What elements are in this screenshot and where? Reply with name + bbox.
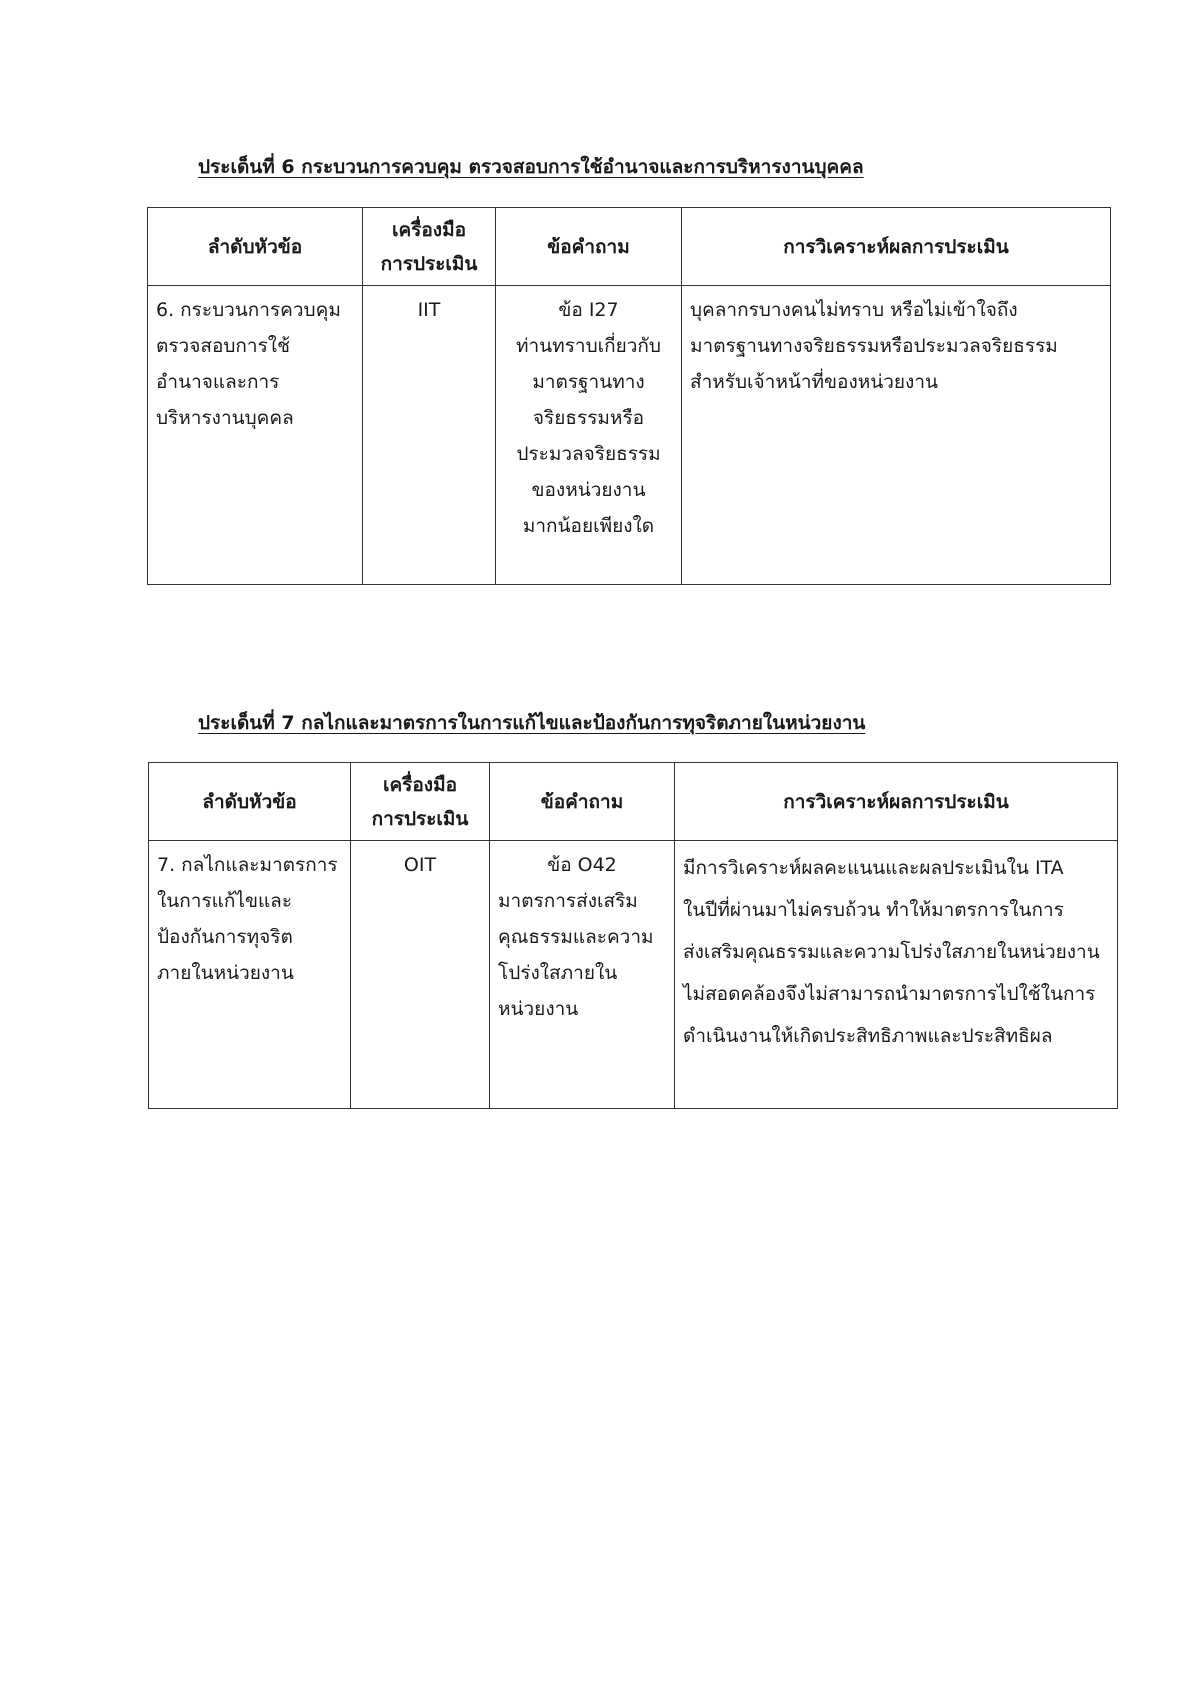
tool-value: OIT: [403, 854, 437, 876]
header-analysis: การวิเคราะห์ผลการประเมิน: [675, 763, 1118, 841]
question-line: มาตรฐานทาง: [532, 371, 645, 393]
topic-line: บริหารงานบุคคล: [156, 407, 294, 429]
question-line: ท่านทราบเกี่ยวกับ: [515, 335, 661, 357]
topic-line: 7. กลไกและมาตรการ: [157, 854, 338, 876]
header-tool-line1: เครื่องมือ: [391, 218, 467, 241]
topic-line: 6. กระบวนการควบคุม: [156, 299, 341, 321]
analysis-line: สำหรับเจ้าหน้าที่ของหน่วยงาน: [690, 371, 938, 393]
cell-question: [496, 286, 682, 585]
header-topic: ลำดับหัวข้อ: [149, 763, 351, 841]
analysis-line: มีการวิเคราะห์ผลคะแนนและผลประเมินใน ITA: [683, 857, 1064, 879]
question-line: มาตรการส่งเสริม: [498, 890, 638, 912]
question-line: ของหน่วยงาน: [531, 479, 646, 501]
analysis-line: ดำเนินงานให้เกิดประสิทธิภาพและประสิทธิผล: [683, 1025, 1053, 1047]
cell-topic: [149, 841, 351, 1109]
analysis-line: บุคลากรบางคนไม่ทราบ หรือไม่เข้าใจถึง: [690, 299, 1018, 321]
header-tool-line2: การประเมิน: [371, 807, 469, 830]
cell-topic: [148, 286, 363, 585]
header-question: ข้อคำถาม: [490, 763, 675, 841]
question-line: ข้อ I27: [558, 299, 619, 321]
cell-analysis: [675, 841, 1118, 1109]
cell-tool: [363, 286, 496, 585]
question-line: จริยธรรมหรือ: [532, 407, 645, 429]
header-tool: [363, 208, 496, 286]
cell-analysis: [682, 286, 1111, 585]
table-row: [148, 286, 1111, 585]
topic-line: ป้องกันการทุจริต: [157, 926, 293, 948]
table-header-row: [149, 763, 1118, 841]
question-line: คุณธรรมและความ: [498, 926, 654, 948]
topic-line: ภายในหน่วยงาน: [157, 962, 294, 984]
question-line: ประมวลจริยธรรม: [516, 443, 661, 465]
cell-question: [490, 841, 675, 1109]
table-header-row: [148, 208, 1111, 286]
header-tool: [351, 763, 490, 841]
question-line: ข้อ O42: [547, 854, 617, 876]
topic-line: ตรวจสอบการใช้: [156, 335, 290, 357]
tool-value: IIT: [417, 299, 441, 321]
question-line: โปร่งใสภายใน: [498, 962, 618, 984]
analysis-line: ไม่สอดคล้องจึงไม่สามารถนำมาตรการไปใช้ในการ: [683, 983, 1096, 1005]
header-tool-line1: เครื่องมือ: [382, 773, 458, 796]
analysis-line: มาตรฐานทางจริยธรรมหรือประมวลจริยธรรม: [690, 335, 1058, 357]
topic-line: ในการแก้ไขและ: [157, 890, 293, 912]
analysis-line: ส่งเสริมคุณธรรมและความโปร่งใสภายในหน่วยงาน: [683, 941, 1100, 963]
section6-table: [147, 207, 1111, 585]
header-topic: ลำดับหัวข้อ: [148, 208, 363, 286]
header-analysis: การวิเคราะห์ผลการประเมิน: [682, 208, 1111, 286]
header-tool-line2: การประเมิน: [380, 252, 478, 275]
question-line: มากน้อยเพียงใด: [522, 515, 655, 537]
header-question: ข้อคำถาม: [496, 208, 682, 286]
table-row: [149, 841, 1118, 1109]
analysis-line: ในปีที่ผ่านมาไม่ครบถ้วน ทำให้มาตรการในการ: [683, 899, 1064, 921]
question-line: หน่วยงาน: [498, 998, 579, 1020]
topic-line: อำนาจและการ: [156, 371, 280, 393]
section6-heading: ประเด็นที่ 6 กระบวนการควบคุม ตรวจสอบการใช้อำนาจและการบริหารงานบุคคล: [198, 156, 864, 178]
section7-heading: ประเด็นที่ 7 กลไกและมาตรการในการแก้ไขและป้องกันการทุจริตภายในหน่วยงาน: [198, 712, 866, 734]
cell-tool: [351, 841, 490, 1109]
section7-table: [148, 762, 1118, 1109]
